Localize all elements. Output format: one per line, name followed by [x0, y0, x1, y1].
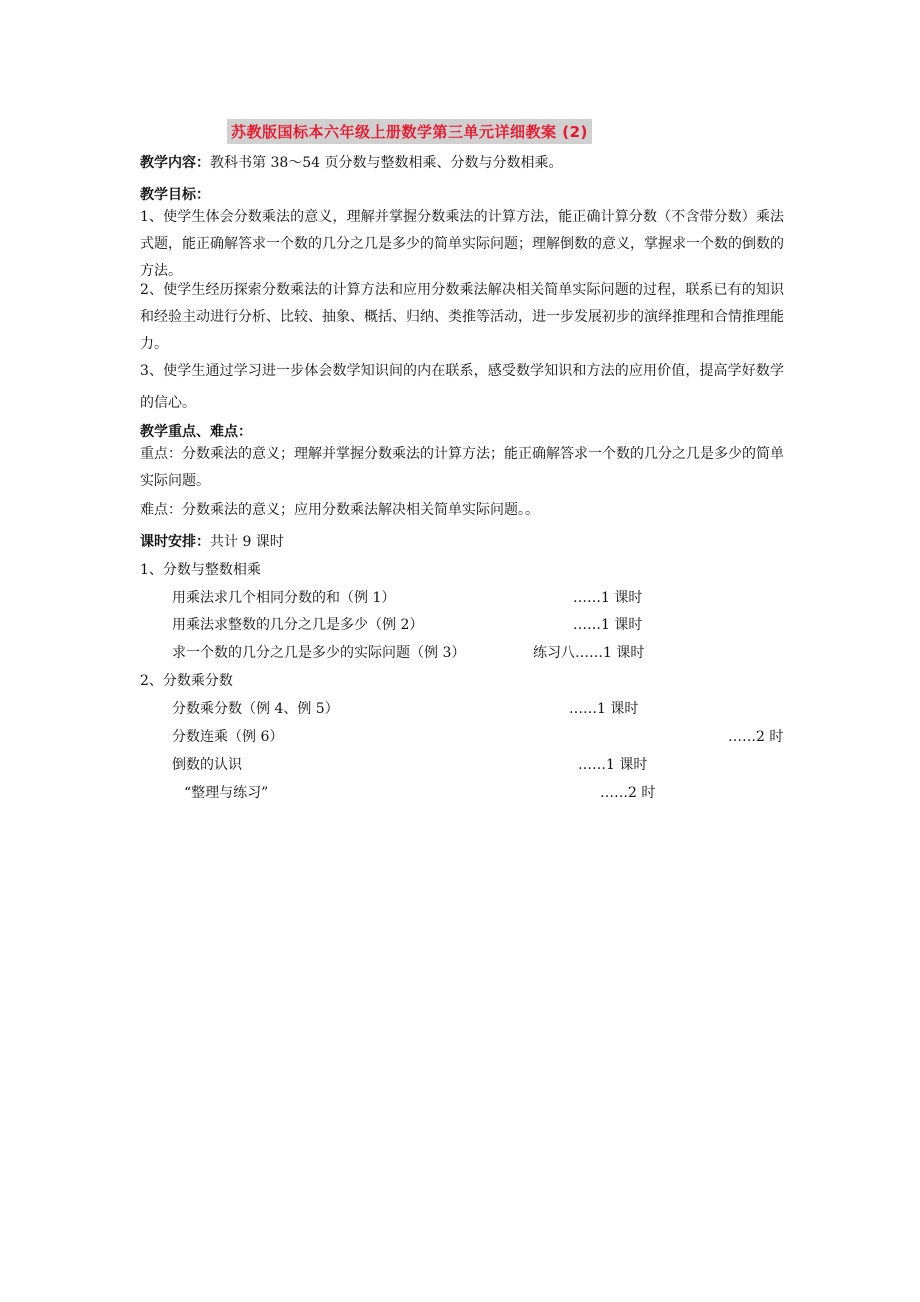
schedule-hours: ……2 时 [600, 785, 656, 801]
schedule-hours: ……1 课时 [573, 617, 643, 633]
objective-2: 2、使学生经历探索分数乘法的计算方法和应用分数乘法解决相关简单实际问题的过程，联系已有的知识和经验主动进行分析、比较、抽象、概括、归纳、类推等活动，进一步发展初步的演绎推理和合情推理能力。 [140, 282, 784, 352]
section-heading: 2、分数乘分数 [140, 673, 233, 689]
objective-1: 1、使学生体会分数乘法的意义，理解并掌握分数乘法的计算方法，能正确计算分数（不含带分数）乘法式题，能正确解答求一个数的几分之几是多少的简单实际问题；理解倒数的意义，掌握求一个数的倒数的方法。 [140, 209, 784, 279]
schedule-hours: 练习八……1 课时 [533, 645, 645, 661]
key-points-label: 教学重点、难点： [140, 424, 252, 440]
schedule-total: 共计 9 课时 [210, 534, 284, 550]
schedule-item: 用乘法求几个相同分数的和（例 1） [172, 590, 396, 606]
schedule-item: 分数乘分数（例 4、例 5） [172, 701, 339, 717]
schedule-hours: ……1 课时 [573, 590, 643, 606]
schedule-hours: ……1 课时 [578, 757, 648, 773]
schedule-item: 求一个数的几分之几是多少的实际问题（例 3） [172, 645, 466, 661]
title-wrap [227, 119, 592, 144]
schedule-hours: ……1 课时 [569, 701, 639, 717]
schedule-label: 课时安排： [140, 534, 210, 550]
key-points-important: 重点：分数乘法的意义；理解并掌握分数乘法的计算方法；能正确解答求一个数的几分之几是多少的简单实际问题。 [140, 446, 784, 489]
key-points-difficult: 难点：分数乘法的意义；应用分数乘法解决相关简单实际问题。。 [140, 502, 539, 518]
schedule-item: 分数连乘（例 6） [172, 729, 284, 745]
section-heading: 1、分数与整数相乘 [140, 562, 261, 578]
objective-3: 3、使学生通过学习进一步体会数学知识间的内在联系，感受数学知识和方法的应用价值，提高学好数学的信心。 [140, 363, 784, 411]
schedule-item: “整理与练习” [184, 785, 269, 801]
teaching-content [140, 153, 563, 173]
objectives-label: 教学目标： [140, 187, 210, 203]
schedule-hours: ……2 时 [728, 729, 784, 745]
teaching-content-label: 教学内容： [140, 155, 210, 171]
teaching-content-text: 教科书第 38～54 页分数与整数相乘、分数与分数相乘。 [210, 155, 563, 171]
schedule-header [140, 532, 284, 552]
document-title: 苏教版国标本六年级上册数学第三单元详细教案 (2) [227, 119, 592, 144]
schedule-item: 用乘法求整数的几分之几是多少（例 2） [172, 617, 424, 633]
schedule-item: 倒数的认识 [172, 757, 242, 773]
